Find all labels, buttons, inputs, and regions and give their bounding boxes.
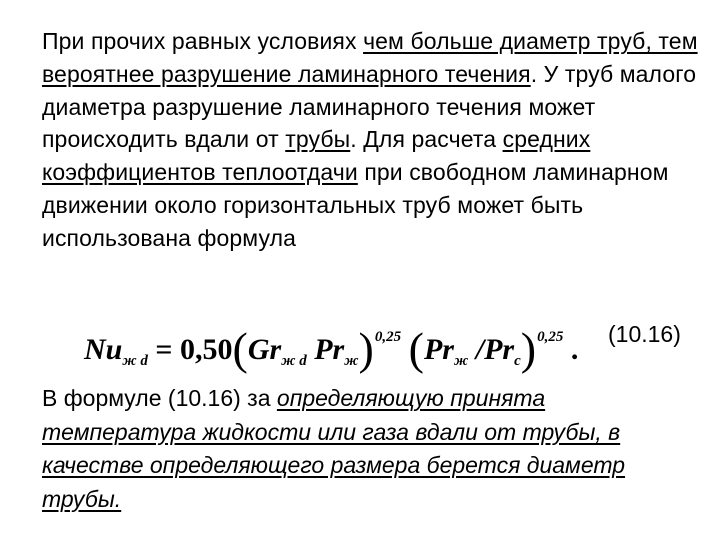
- formula-row: [0, 305, 720, 375]
- formula-close-paren: ): [520, 323, 537, 374]
- formula-pr-fluid: Pr: [423, 333, 454, 366]
- italic-underlined-text: определяющую принята температура жидкости или газа вдали от трубы, в качестве определяющего размера берется диаметр трубы.: [42, 385, 626, 512]
- formula-nusselt: [84, 317, 578, 381]
- text-segment: при свободном ламинарном движении около горизонтальных труб может быть использована формула: [42, 159, 669, 251]
- formula-coefficient: = 0,50: [147, 333, 233, 366]
- formula-gr: Gr: [247, 333, 282, 366]
- text-segment: При прочих равных условиях: [42, 28, 364, 54]
- formula-pr-wall-subscript: c: [514, 353, 521, 369]
- formula-exponent: 0,25: [537, 329, 564, 345]
- formula-open-paren: (: [408, 323, 424, 374]
- formula-pr: Pr: [314, 333, 345, 366]
- formula-pr-wall: /Pr: [475, 333, 515, 366]
- text-segment: В формуле (10.16) за: [42, 385, 277, 411]
- formula-exponent: 0,25: [374, 329, 402, 345]
- paragraph-intro: [42, 25, 702, 255]
- formula-pr-fluid-subscript: ж: [453, 353, 469, 369]
- underlined-text: трубы: [285, 126, 351, 153]
- formula-pr-subscript: ж: [344, 353, 359, 369]
- formula-nu: Nu: [84, 333, 123, 366]
- formula-open-paren: (: [232, 323, 248, 374]
- text-segment: . У труб малого диаметра разрушение ламинарного течения может происходить вдали от: [42, 60, 697, 153]
- formula-nu-subscript: ж d: [122, 353, 148, 369]
- underlined-text: средних коэффициентов теплоотдачи: [42, 126, 591, 186]
- formula-gr-subscript: ж d: [281, 353, 307, 369]
- paragraph-definition: [42, 382, 702, 516]
- underlined-text: чем больше диаметр труб, тем вероятнее разрушение ламинарного течения: [42, 28, 698, 87]
- text-segment: . Для расчета: [350, 126, 503, 153]
- formula-close-paren: ): [358, 323, 374, 374]
- equation-number: (10.16): [608, 321, 681, 347]
- formula-dot: .: [570, 333, 579, 366]
